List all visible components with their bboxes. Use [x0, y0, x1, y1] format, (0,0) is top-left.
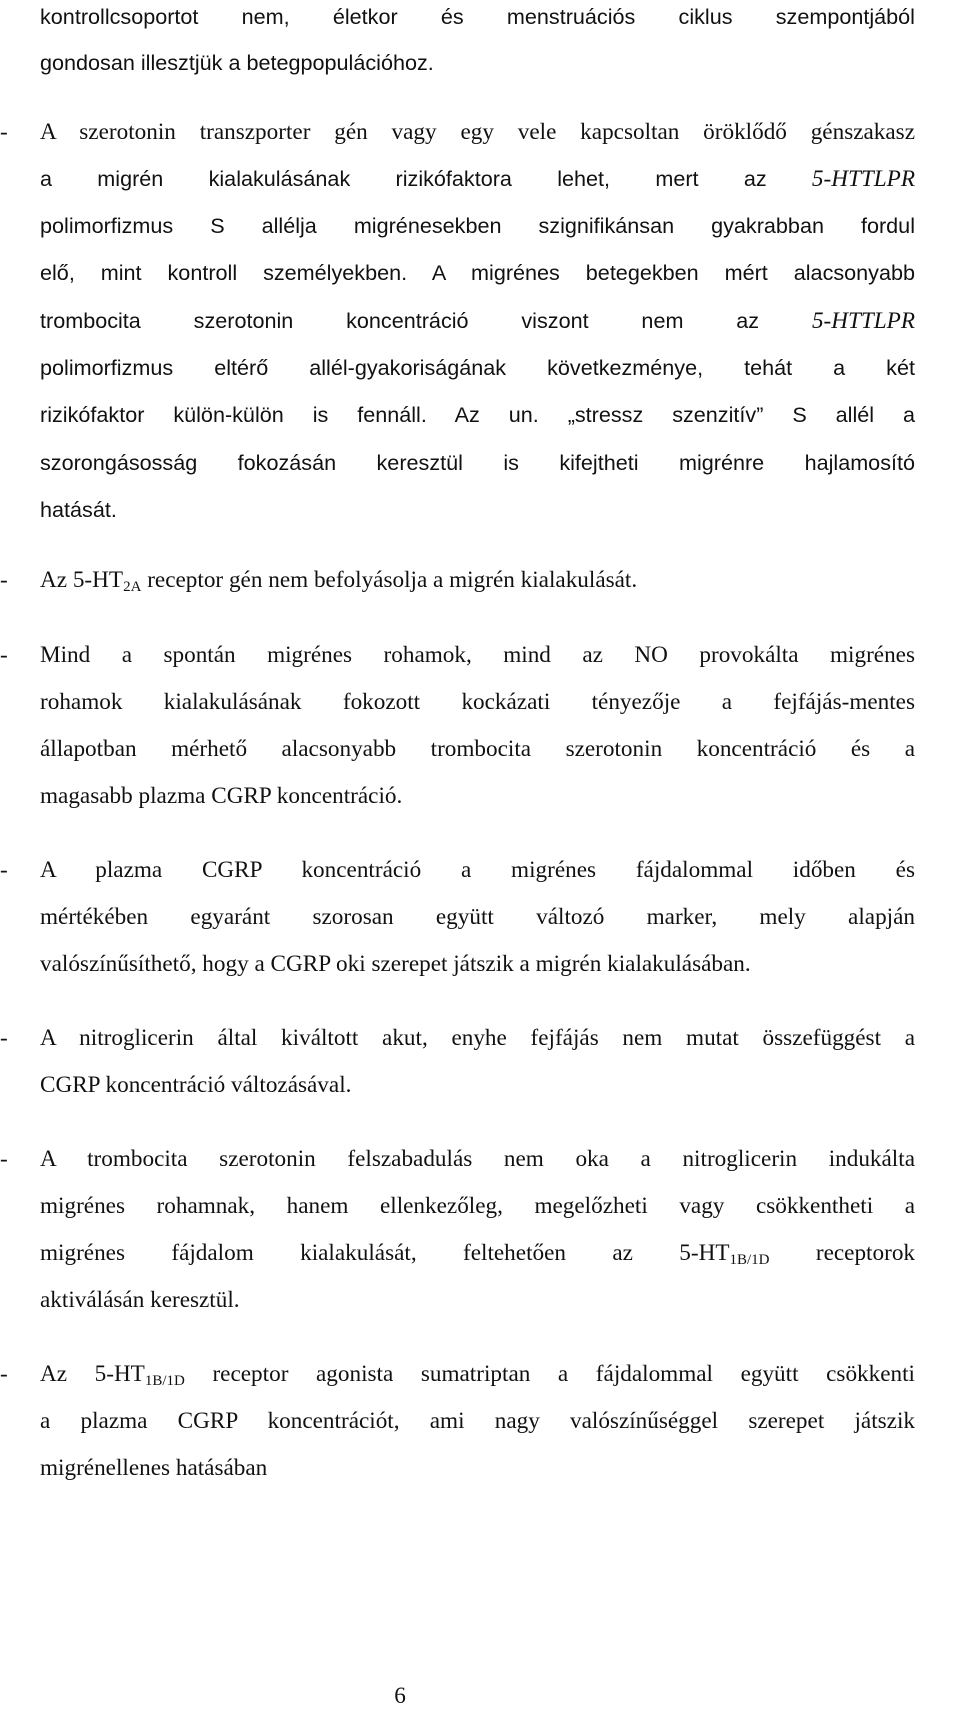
text-span: a plazma CGRP koncentrációt, ami nagy valószínűséggel szerepet játszik — [40, 1408, 915, 1434]
text-span: kontrollcsoportot nem, életkor és menstruációs ciklus szempontjából — [40, 4, 915, 29]
text-span: migrénellenes hatásában — [40, 1455, 268, 1481]
bullet-dash: - — [0, 567, 8, 593]
bullet-dash: - — [0, 642, 8, 668]
text-span: trombocita szerotonin koncentráció viszont nem az — [40, 308, 760, 333]
text-span: A migrénes betegekben mért alacsonyabb — [431, 260, 916, 285]
bullet-3-line-4 — [40, 779, 915, 813]
bullet-dash: - — [0, 857, 8, 883]
bullet-dash: - — [0, 1146, 8, 1172]
text-span: CGRP koncentráció változásával. — [40, 1072, 352, 1098]
bullet-1-line-4 — [40, 256, 915, 290]
subscript: 2A — [123, 579, 142, 595]
text-span: Az 5-HT — [40, 1361, 145, 1387]
bullet-1-line-5 — [40, 304, 915, 338]
bullet-6-line-3 — [40, 1236, 915, 1270]
gene-italic: 5-HTTLPR — [811, 166, 915, 192]
text-span: a migrén kialakulásának rizikófaktora lehet, mert az — [40, 166, 767, 191]
text-span: receptor gén nem befolyásolja a migrén kialakulását. — [141, 567, 638, 593]
bullet-1-line-9 — [40, 493, 915, 527]
text-span: A szerotonin transzporter gén vagy egy vele kapcsoltan öröklődő génszakasz — [40, 119, 915, 145]
text-span: receptorok — [769, 1240, 916, 1266]
text-span: rizikófaktor külön-külön is fennáll. — [40, 402, 427, 427]
bullet-3-line-2 — [40, 685, 915, 719]
text-span: Az 5-HT — [40, 567, 124, 593]
text-span: A nitroglicerin által kiváltott akut, enyhe fejfájás nem mutat összefüggést a — [40, 1025, 915, 1051]
bullet-3-line-1 — [40, 638, 915, 672]
text-span: gondosan illesztjük a betegpopulációhoz. — [40, 50, 434, 75]
bullet-1-line-8 — [40, 446, 915, 480]
bullet-4-line-1 — [40, 853, 915, 887]
page-number: 6 — [394, 1683, 406, 1709]
bullet-dash: - — [0, 1361, 8, 1387]
text-span: A plazma CGRP koncentráció a migrénes fájdalommal időben és — [40, 857, 915, 883]
bullet-1-line-7 — [40, 398, 915, 432]
bullet-1-line-3 — [40, 209, 915, 243]
text-span: receptor agonista sumatriptan a fájdalommal együtt csökkenti — [184, 1361, 915, 1387]
bullet-6-line-1 — [40, 1142, 915, 1176]
bullet-1-line-6 — [40, 351, 915, 385]
text-span: hatását. — [40, 497, 117, 522]
bullet-2-line-1 — [40, 563, 915, 597]
bullet-6-line-2 — [40, 1189, 915, 1223]
bullet-6-line-4 — [40, 1283, 915, 1317]
text-span: polimorfizmus S allélja migrénesekben szignifikánsan gyakrabban fordul — [40, 213, 915, 238]
bullet-4-line-2 — [40, 900, 915, 934]
bullet-dash: - — [0, 119, 8, 145]
text-span: magasabb plazma CGRP koncentráció. — [40, 783, 403, 809]
bullet-5-line-1 — [40, 1021, 915, 1055]
bullet-1-line-1 — [40, 115, 915, 149]
text-span: rohamok kialakulásának fokozott kockázati tényezője a fejfájás-mentes — [40, 689, 915, 715]
bullet-4-line-3 — [40, 947, 915, 981]
text-span: migrénes fájdalom kialakulását, feltehetően az 5-HT — [40, 1240, 730, 1266]
text-span: Mind a spontán migrénes rohamok, mind az NO provokálta migrénes — [40, 642, 915, 668]
gene-italic: 5-HTTLPR — [811, 308, 916, 334]
text-span: Az un. „stressz szenzitív” S allél a — [454, 402, 916, 427]
text-span: migrénes rohamnak, hanem ellenkezőleg, megelőzheti vagy csökkentheti a — [40, 1193, 915, 1219]
text-span: elő, mint kontroll személyekben. — [40, 260, 408, 285]
subscript: 1B/1D — [729, 1252, 770, 1268]
bullet-dash: - — [0, 1025, 8, 1051]
bullet-5-line-2 — [40, 1068, 915, 1102]
subscript: 1B/1D — [144, 1373, 185, 1389]
bullet-3-line-3 — [40, 732, 915, 766]
paragraph-line — [40, 0, 915, 34]
text-span: állapotban mérhető alacsonyabb trombocita szerotonin koncentráció és a — [40, 736, 915, 762]
text-span: aktiválásán keresztül. — [40, 1287, 240, 1313]
text-span: valószínűsíthető, hogy a CGRP oki szerepet játszik a migrén kialakulásában. — [40, 951, 751, 977]
text-span: polimorfizmus eltérő allél-gyakoriságának következménye, tehát a két — [40, 355, 915, 380]
text-span: mértékében egyaránt szorosan együtt változó marker, mely alapján — [40, 904, 915, 930]
text-span: A trombocita szerotonin felszabadulás nem oka a nitroglicerin indukálta — [40, 1146, 915, 1172]
paragraph-line — [40, 46, 915, 80]
text-span: szorongásosság fokozásán keresztül is kifejtheti migrénre hajlamosító — [40, 450, 915, 475]
bullet-7-line-1 — [40, 1357, 915, 1391]
bullet-7-line-3 — [40, 1451, 915, 1485]
bullet-1-line-2 — [40, 162, 915, 196]
bullet-7-line-2 — [40, 1404, 915, 1438]
